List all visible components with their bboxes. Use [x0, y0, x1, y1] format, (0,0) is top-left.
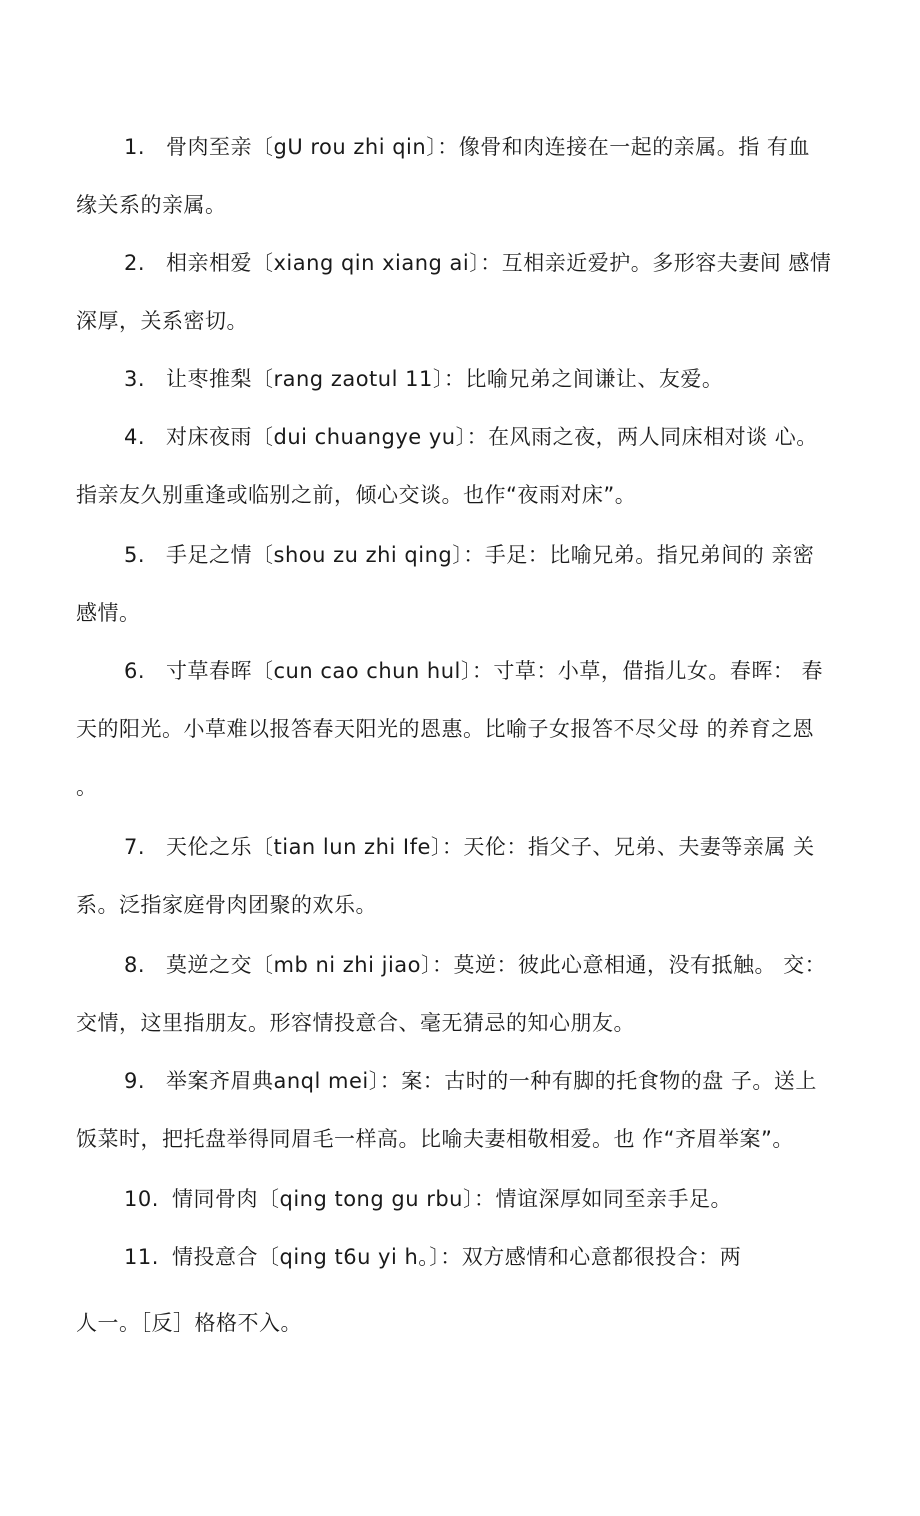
entry-text: 莫逆之交〔mb ni zhi jiao〕：莫逆：彼此心意相通，没有抵触。 交： [166, 953, 827, 977]
entry-6-head [124, 656, 851, 686]
entry-11-head [124, 1242, 851, 1272]
entry-11-cont: 人一。［反］格格不入。 [76, 1311, 302, 1335]
entry-6-cont-2: 。 [76, 775, 98, 799]
entry-number: 5. [124, 543, 146, 567]
entry-text: 情同骨肉〔qing tong gu rbu〕：情谊深厚如同至亲手足。 [172, 1187, 732, 1211]
entry-number: 10. [124, 1187, 159, 1211]
entry-number: 11. [124, 1245, 159, 1269]
entry-number: 9. [124, 1069, 146, 1093]
entry-7-cont: 系。泛指家庭骨肉团聚的欢乐。 [76, 893, 377, 917]
entry-8-cont: 交情，这里指朋友。形容情投意合、毫无猜忌的知心朋友。 [76, 1011, 635, 1035]
entry-1-head [124, 132, 851, 162]
entry-4-cont: 指亲友久别重逢或临别之前，倾心交谈。也作“夜雨对床”。 [76, 483, 637, 507]
entry-number: 6. [124, 659, 146, 683]
entry-2-head [124, 248, 851, 278]
entry-number: 7. [124, 835, 146, 859]
entry-6-cont-1: 天的阳光。小草难以报答春天阳光的恩惠。比喻子女报答不尽父母 的养育之恩 [76, 717, 815, 741]
entry-text: 手足之情〔shou zu zhi qing〕：手足：比喻兄弟。指兄弟间的 亲密 [166, 543, 815, 567]
entry-number: 1. [124, 135, 146, 159]
entry-9-cont: 饭菜时，把托盘举得同眉毛一样高。比喻夫妻相敬相爱。也 作“齐眉举案”。 [76, 1127, 794, 1151]
entry-text: 情投意合〔qing t6u yi h。〕：双方感情和心意都很投合：两 [172, 1245, 742, 1269]
entry-number: 8. [124, 953, 146, 977]
entry-5-cont: 感情。 [76, 601, 141, 625]
entry-1-cont: 缘关系的亲属。 [76, 193, 227, 217]
entry-text: 骨肉至亲〔gU rou zhi qin〕：像骨和肉连接在一起的亲属。指 有血 [166, 135, 810, 159]
entry-text: 让枣推梨〔rang zaotul 11〕：比喻兄弟之间谦让、友爱。 [166, 367, 724, 391]
entry-text: 寸草春晖〔cun cao chun hul〕：寸草：小草，借指儿女。春晖： 春 [166, 659, 824, 683]
entry-10-head [124, 1184, 851, 1214]
entry-3-head [124, 364, 851, 394]
entry-8-head [124, 950, 851, 980]
entry-text: 相亲相爱〔xiang qin xiang ai〕：互相亲近爱护。多形容夫妻间 感情 [166, 251, 832, 275]
entry-4-head [124, 422, 851, 452]
entry-2-cont: 深厚，关系密切。 [76, 309, 248, 333]
entry-number: 4. [124, 425, 146, 449]
entry-7-head [124, 832, 851, 862]
entry-number: 3. [124, 367, 146, 391]
entry-text: 天伦之乐〔tian lun zhi Ife〕：天伦：指父子、兄弟、夫妻等亲属 关 [166, 835, 815, 859]
entry-9-head [124, 1066, 851, 1096]
entry-number: 2. [124, 251, 146, 275]
entry-text: 对床夜雨〔dui chuangye yu〕：在风雨之夜，两人同床相对谈 心。 [166, 425, 818, 449]
entry-text: 举案齐眉典anql mei〕：案：古时的一种有脚的托食物的盘 子。送上 [166, 1069, 817, 1093]
entry-5-head [124, 540, 851, 570]
